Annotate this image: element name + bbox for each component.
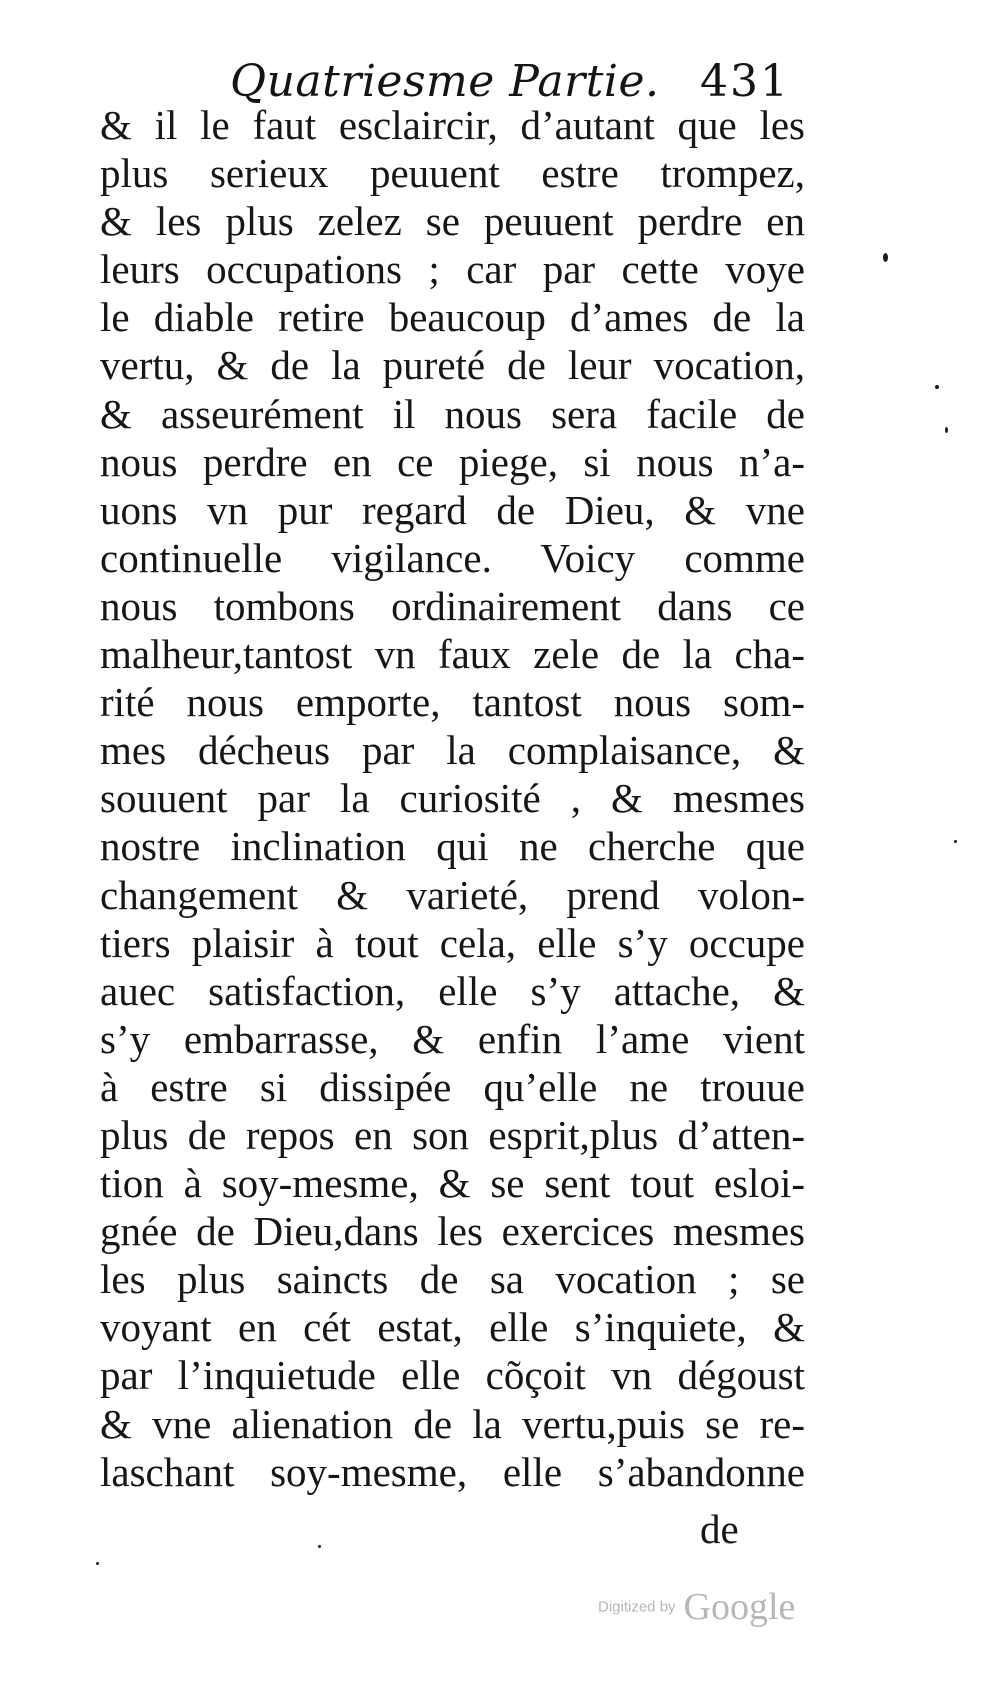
watermark-prefix: Digitized by (598, 1598, 676, 1616)
text-line: gnée de Dieu,dans les exercices mesmes (100, 1208, 805, 1255)
watermark-brand: Google (683, 1586, 796, 1628)
text-line: rité nous emporte, tantost nous som- (100, 679, 805, 726)
text-line: plus de repos en son esprit,plus d’atten- (100, 1111, 805, 1158)
text-line: & il le faut esclaircir, d’autant que les (100, 102, 805, 148)
digitized-watermark (598, 1585, 795, 1635)
text-line: & asseurément il nous sera facile de (100, 390, 805, 437)
text-line: tiers plaisir à tout cela, elle s’y occupe (100, 919, 805, 966)
body-text (100, 101, 805, 1496)
text-line: par l’inquietude elle cõçoit vn dégoust (100, 1352, 805, 1399)
text-line: malheur,tantost vn faux zele de la cha- (100, 631, 805, 678)
text-line: nous perdre en ce piege, si nous n’a- (100, 438, 805, 485)
text-line: s’y embarrasse, & enfin l’ame vient (100, 1015, 805, 1062)
text-line: leurs occupations ; car par cette voye (100, 246, 805, 293)
ink-speck (318, 1545, 321, 1548)
text-line: uons vn pur regard de Dieu, & vne (100, 486, 805, 533)
text-line: souuent par la curiosité , & mesmes (100, 775, 805, 822)
ink-speck (883, 253, 888, 262)
text-line: auec satisfaction, elle s’y attache, & (100, 967, 805, 1014)
text-line: nostre inclination qui ne cherche que (100, 823, 805, 870)
ink-speck (96, 1562, 99, 1565)
text-line: le diable retire beaucoup d’ames de la (100, 294, 805, 341)
text-line: laschant soy-mesme, elle s’abandonne (100, 1448, 805, 1495)
text-line: plus serieux peuuent estre trompez, (100, 150, 805, 197)
text-line: changement & varieté, prend volon- (100, 871, 805, 918)
text-line: & les plus zelez se peuuent perdre en (100, 198, 805, 245)
text-line: tion à soy-mesme, & se sent tout esloi- (100, 1160, 805, 1207)
ink-speck (945, 427, 948, 433)
text-line: à estre si dissipée qu’elle ne trouue (100, 1063, 805, 1110)
catchword: de (700, 1506, 739, 1552)
text-line: continuelle vigilance. Voicy comme (100, 534, 805, 581)
running-title: Quatriesme Partie. (230, 56, 660, 107)
text-line: les plus saincts de sa vocation ; se (100, 1256, 805, 1303)
text-line: vertu, & de la pureté de leur vocation, (100, 342, 805, 389)
text-line: mes décheus par la complaisance, & (100, 727, 805, 774)
text-line: nous tombons ordinairement dans ce (100, 582, 805, 629)
page-number: 431 (700, 56, 790, 107)
ink-speck (954, 840, 957, 843)
text-line: voyant en cét estat, elle s’inquiete, & (100, 1304, 805, 1351)
text-line: & vne alienation de la vertu,puis se re- (100, 1400, 805, 1447)
ink-speck (935, 385, 939, 389)
